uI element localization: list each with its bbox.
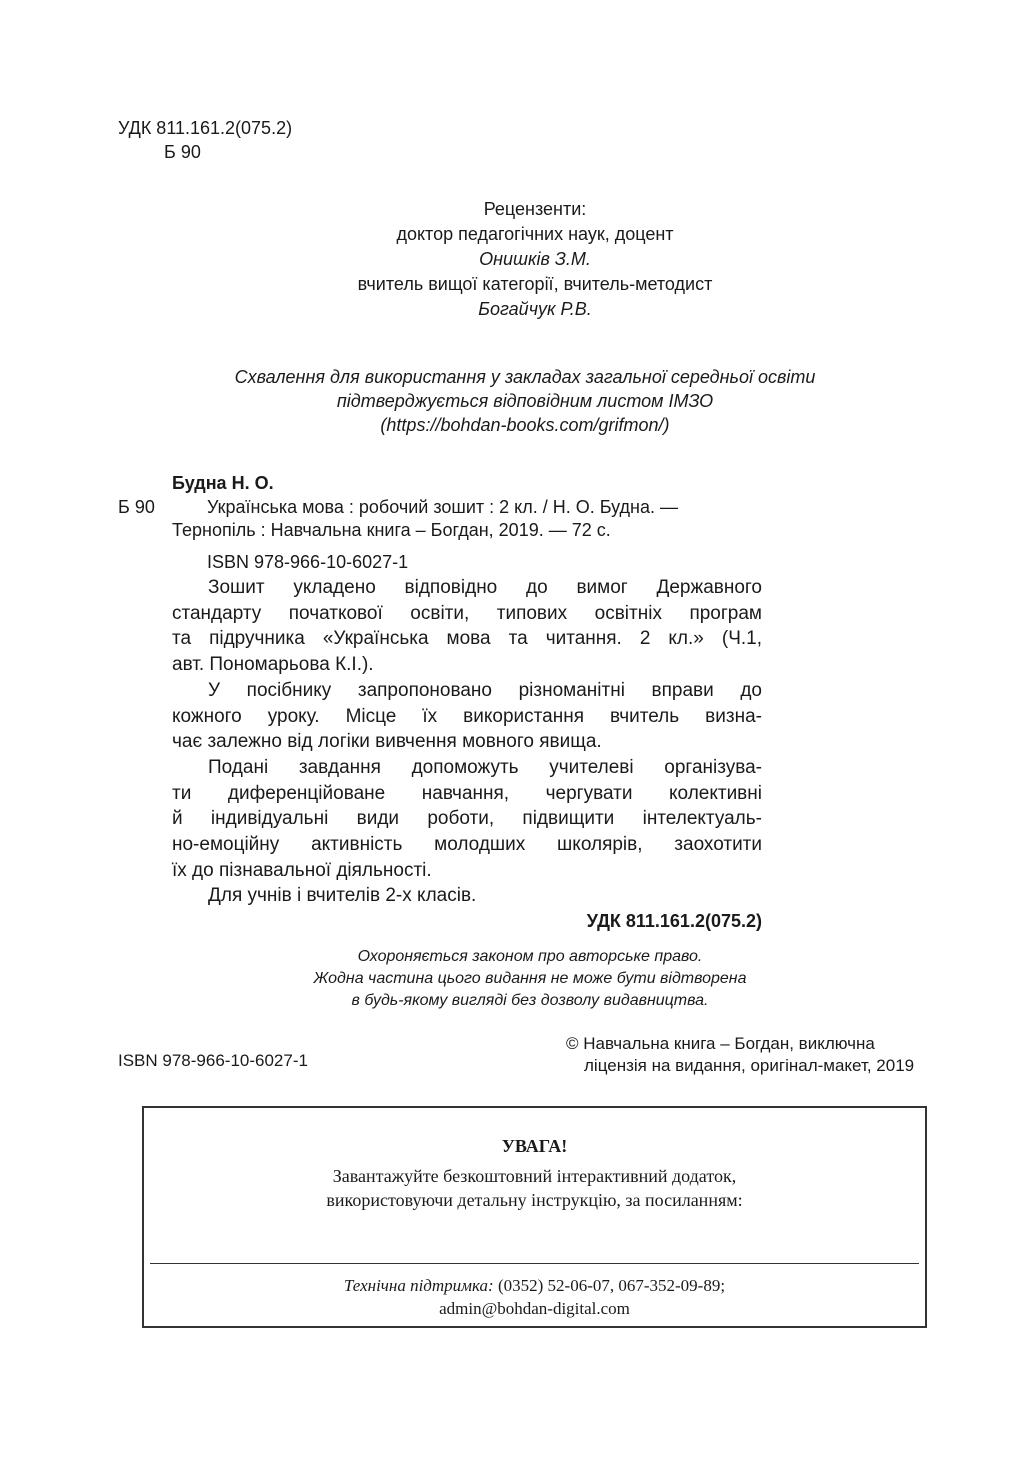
attention-line-2: використовуючи детальну інструкцію, за посиланням: <box>326 1190 743 1210</box>
tech-support <box>144 1274 925 1320</box>
approval-block <box>180 365 870 437</box>
annotation-paragraph-1 <box>172 575 762 678</box>
annotation-line: чає залежно від логіки вивчення мовного явища. <box>172 731 602 753</box>
tech-support-phones: (0352) 52-06-07, 067-352-09-89; <box>493 1276 726 1295</box>
tech-support-label: Технічна підтримка: <box>343 1276 494 1295</box>
reviewer-2-name: Богайчук Р.В. <box>478 299 592 319</box>
divider <box>150 1263 919 1264</box>
annotation-line: Подані завдання допоможуть учителеві організува- <box>208 756 762 778</box>
annotation-paragraph-4 <box>172 883 762 909</box>
bibliography-line-1: Українська мова : робочий зошит : 2 кл. / Н. О. Будна. — <box>207 497 678 517</box>
attention-title: УВАГА! <box>501 1136 568 1156</box>
annotation-line: авт. Пономарьова К.І.). <box>172 654 374 676</box>
author-name: Будна Н. О. <box>172 473 274 493</box>
annotation-udk: УДК 811.161.2(075.2) <box>586 911 762 932</box>
annotation-line: їх до пізнавальної діяльності. <box>172 859 432 881</box>
shelfmark-code: Б 90 <box>164 142 201 162</box>
annotation-paragraph-2 <box>172 678 762 755</box>
footer-copyright-line-2: ліцензія на видання, оригінал-макет, 2019 <box>584 1056 915 1075</box>
attention-box <box>142 1106 927 1328</box>
annotation-block <box>172 575 762 933</box>
reviewer-1-title: доктор педагогічних наук, доцент <box>396 224 674 244</box>
bibliography-line-2: Тернопіль : Навчальна книга – Богдан, 2019. — 72 с. <box>172 520 611 540</box>
tech-support-line <box>144 1274 925 1297</box>
attention-line-1: Завантажуйте безкоштовний інтерактивний додаток, <box>332 1166 737 1186</box>
approval-line-2: підтверджується відповідним листом ІМЗО <box>336 391 714 411</box>
annotation-line: та підручника «Українська мова та читання. 2 кл.» (Ч.1, <box>172 628 762 650</box>
approval-line-1: Схвалення для використання у закладах загальної середньої освіти <box>234 367 816 387</box>
annotation-line: кожного уроку. Місце їх використання вчитель визна- <box>172 705 762 727</box>
reviewer-1-name: Онишків З.М. <box>479 249 591 269</box>
annotation-line: Для учнів і вчителів 2-х класів. <box>208 885 477 907</box>
udk-code: УДК 811.161.2(075.2) <box>118 118 293 138</box>
reviewers-heading: Рецензенти: <box>483 199 587 219</box>
bibliography-isbn: ISBN 978-966-10-6027-1 <box>207 552 409 572</box>
annotation-line: У посібнику запропоновано різноманітні вправи до <box>208 679 762 701</box>
approval-line-3: (https://bohdan-books.com/grifmon/) <box>380 415 670 435</box>
tech-support-email: admin@bohdan-digital.com <box>439 1299 630 1318</box>
annotation-line: ти диференційоване навчання, чергувати колективні <box>172 782 762 804</box>
annotation-line: й індивідуальні види роботи, підвищити інтелектуаль- <box>172 808 762 830</box>
footer-isbn: ISBN 978-966-10-6027-1 <box>118 1051 308 1070</box>
annotation-line: Зошит укладено відповідно до вимог Державного <box>208 577 762 598</box>
copyright-notice <box>250 946 810 1012</box>
bibliography-shelfmark: Б 90 <box>118 497 155 517</box>
reviewer-2-title: вчитель вищої категорії, вчитель-методист <box>357 274 713 294</box>
copyright-notice-line-2: Жодна частина цього видання не може бути відтворена <box>313 970 747 987</box>
footer-copyright-line-1: © Навчальна книга – Богдан, виключна <box>566 1034 875 1053</box>
copyright-notice-line-1: Охороняється законом про авторське право. <box>357 948 703 965</box>
annotation-line: стандарту початкової освіти, типових освітніх програм <box>172 602 762 624</box>
annotation-paragraph-3 <box>172 755 762 884</box>
annotation-line: но-емоційну активність молодших школярів, заохотити <box>172 834 762 856</box>
copyright-notice-line-3: в будь-якому вигляді без дозволу видавництва. <box>351 992 709 1009</box>
reviewers-block <box>260 197 810 322</box>
attention-text <box>144 1164 925 1212</box>
